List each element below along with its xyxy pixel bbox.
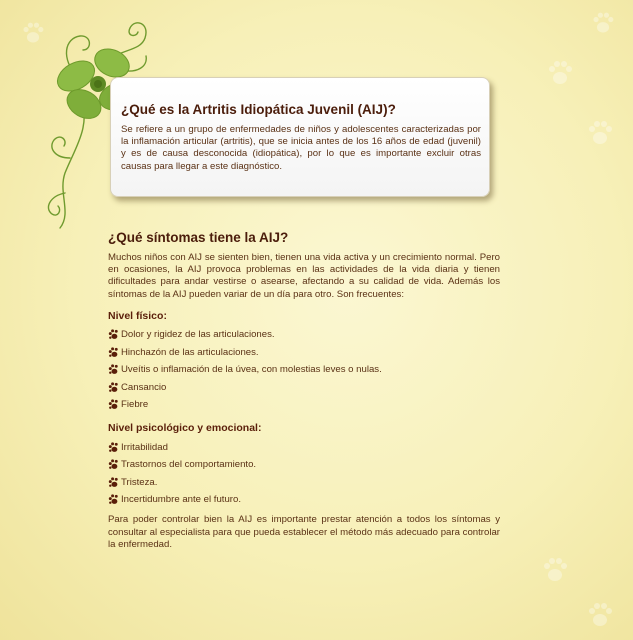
symptoms-title: ¿Qué síntomas tiene la AIJ? <box>108 230 289 245</box>
paw-print-icon <box>545 58 575 88</box>
list-item-text: Tristeza. <box>121 476 158 488</box>
list-item <box>108 456 500 474</box>
definition-box <box>110 77 490 197</box>
paw-print-icon <box>540 555 570 585</box>
emotional-list <box>108 438 500 508</box>
emotional-heading: Nivel psicológico y emocional: <box>108 422 262 435</box>
list-item-text: Fiebre <box>121 399 149 411</box>
paw-bullet-icon <box>108 494 119 505</box>
paw-bullet-icon <box>108 459 119 470</box>
paw-bullet-icon <box>108 329 119 340</box>
list-item-text: Uveítis o inflamación de la úvea, con molestias leves o nulas. <box>121 364 382 376</box>
list-item-text: Cansancio <box>121 381 167 393</box>
paw-bullet-icon <box>108 442 119 453</box>
list-item <box>108 361 500 379</box>
list-item <box>108 378 500 396</box>
paw-bullet-icon <box>108 399 119 410</box>
symptoms-section <box>108 230 500 551</box>
list-item <box>108 438 500 456</box>
list-item-text: Trastornos del comportamiento. <box>121 459 257 471</box>
list-item <box>108 396 500 414</box>
paw-bullet-icon <box>108 382 119 393</box>
list-item-text: Hinchazón de las articulaciones. <box>121 346 259 358</box>
paw-bullet-icon <box>108 364 119 375</box>
list-item <box>108 491 500 509</box>
paw-bullet-icon <box>108 347 119 358</box>
paw-print-icon <box>585 600 615 630</box>
symptoms-intro: Muchos niños con AIJ se sienten bien, tienen una vida activa y un crecimiento normal. Pero en ocasiones, la AIJ provoca problemas en las actividades de la vida diaria y tienen dificultades para andar vestirse o asearse, afectando a su calidad de vida. Además los síntomas de la AIJ pueden variar de un día para otro. Son frecuentes: <box>108 252 500 300</box>
list-item-text: Irritabilidad <box>121 441 168 453</box>
list-item <box>108 473 500 491</box>
list-item-text: Incertidumbre ante el futuro. <box>121 494 241 506</box>
paw-bullet-icon <box>108 477 119 488</box>
definition-text: Se refiere a un grupo de enfermedades de niños y adolescentes caracterizadas por la inflamación articular (artritis), que se inicia antes de los 16 años de edad (juvenil) y es de causa desconocida (idiopática), por lo que es importante excluir otras causas para llegar a este diagnóstico. <box>121 124 481 172</box>
list-item <box>108 343 500 361</box>
definition-title: ¿Qué es la Artritis Idiopática Juvenil (AIJ)? <box>121 102 396 117</box>
paw-print-icon <box>590 10 616 36</box>
list-item-text: Dolor y rigidez de las articulaciones. <box>121 329 275 341</box>
list-item <box>108 326 500 344</box>
closing-paragraph: Para poder controlar bien la AIJ es importante prestar atención a todos los síntomas y consultar al especialista para que pueda establecer el método más adecuado para controlar la enfermedad. <box>108 514 500 550</box>
paw-print-icon <box>585 118 615 148</box>
physical-heading: Nivel físico: <box>108 309 167 322</box>
physical-list <box>108 326 500 414</box>
